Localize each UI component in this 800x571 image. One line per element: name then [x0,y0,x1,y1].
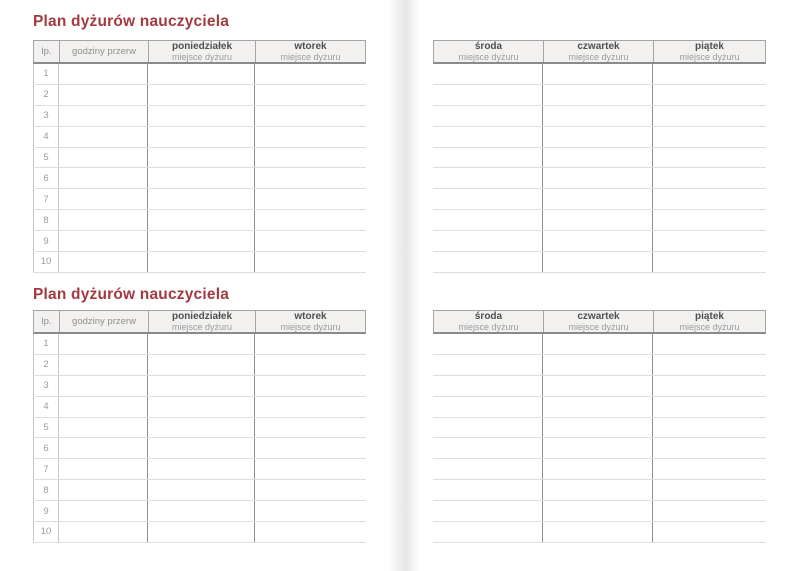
row-number: 2 [33,355,59,375]
break-hours-cell [59,64,148,84]
tuesday-duty-cell [255,106,364,126]
schedule-row [433,231,766,252]
col-header-monday [149,311,256,332]
schedule-row [433,334,766,355]
schedule-row [33,85,366,106]
duty-place-label: miejsce dyżuru [280,52,341,62]
thursday-duty-cell [543,168,653,188]
wednesday-duty-cell [433,168,543,188]
monday-duty-cell [148,334,255,354]
break-hours-cell [59,438,148,458]
schedule-row [433,148,766,169]
table-body [433,334,766,543]
thursday-duty-cell [543,418,653,438]
friday-duty-cell [653,127,764,147]
break-hours-cell [59,459,148,479]
friday-duty-cell [653,168,764,188]
schedule-row [433,168,766,189]
row-number: 6 [33,438,59,458]
col-header-tuesday [256,41,365,62]
break-hours-cell [59,376,148,396]
thursday-duty-cell [543,501,653,521]
wednesday-duty-cell [433,334,543,354]
duty-place-label: miejsce dyżuru [171,322,233,332]
monday-duty-cell [148,376,255,396]
wednesday-duty-cell [433,148,543,168]
tuesday-duty-cell [255,252,364,272]
thursday-duty-cell [543,127,653,147]
thursday-duty-cell [543,64,653,84]
break-hours-cell [59,127,148,147]
tuesday-label: wtorek [294,41,327,52]
tuesday-duty-cell [255,64,364,84]
schedule-row [33,210,366,231]
break-hours-cell [59,480,148,500]
page-fold-shadow [388,0,420,571]
duty-place-label: miejsce dyżuru [458,322,519,332]
friday-label: piątek [695,311,724,322]
tuesday-duty-cell [255,334,364,354]
tuesday-duty-cell [255,210,364,230]
break-hours-cell [59,334,148,354]
schedule-row [433,376,766,397]
friday-duty-cell [653,480,764,500]
schedule-row [433,459,766,480]
row-number: 4 [33,127,59,147]
row-number: 10 [33,522,59,542]
tuesday-duty-cell [255,148,364,168]
wednesday-duty-cell [433,480,543,500]
friday-duty-cell [653,252,764,272]
schedule-row [33,480,366,501]
row-number: 7 [33,459,59,479]
col-header-tuesday [256,311,365,332]
table-header [33,310,366,334]
wednesday-duty-cell [433,189,543,209]
friday-duty-cell [653,106,764,126]
duty-place-label: miejsce dyżuru [679,52,740,62]
break-hours-cell [59,106,148,126]
tuesday-duty-cell [255,438,364,458]
tuesday-duty-cell [255,376,364,396]
monday-duty-cell [148,127,255,147]
schedule-row [433,106,766,127]
schedule-row [33,418,366,439]
col-header-wednesday [434,41,544,62]
duty-place-label: miejsce dyżuru [679,322,740,332]
monday-duty-cell [148,106,255,126]
thursday-label: czwartek [577,311,620,322]
schedule-row [33,376,366,397]
wednesday-duty-cell [433,64,543,84]
row-number: 4 [33,397,59,417]
col-header-thursday [544,41,654,62]
monday-duty-cell [148,355,255,375]
col-header-thursday [544,311,654,332]
row-number: 5 [33,148,59,168]
tuesday-duty-cell [255,355,364,375]
tuesday-duty-cell [255,189,364,209]
wednesday-label: środa [474,311,503,322]
break-hours-cell [59,148,148,168]
thursday-duty-cell [543,210,653,230]
monday-duty-cell [148,189,255,209]
schedule-row [33,127,366,148]
tuesday-label: wtorek [294,311,327,322]
wednesday-duty-cell [433,418,543,438]
schedule-row [33,355,366,376]
col-header-wednesday [434,311,544,332]
thursday-duty-cell [543,480,653,500]
monday-duty-cell [148,522,255,542]
thursday-duty-cell [543,106,653,126]
duty-table-left-top [33,40,366,273]
row-number: 2 [33,85,59,105]
row-number: 10 [33,252,59,272]
thursday-duty-cell [543,252,653,272]
schedule-row [33,334,366,355]
table-header [33,40,366,64]
break-hours-cell [59,501,148,521]
col-header-friday [654,311,765,332]
wednesday-duty-cell [433,438,543,458]
break-hours-cell [59,355,148,375]
thursday-duty-cell [543,189,653,209]
friday-duty-cell [653,376,764,396]
tuesday-duty-cell [255,459,364,479]
wednesday-duty-cell [433,210,543,230]
schedule-row [33,148,366,169]
wednesday-duty-cell [433,252,543,272]
row-number: 1 [33,334,59,354]
thursday-duty-cell [543,376,653,396]
tuesday-duty-cell [255,480,364,500]
thursday-label: czwartek [577,41,620,52]
wednesday-duty-cell [433,376,543,396]
page-title: Plan dyżurów nauczyciela [33,13,230,30]
monday-duty-cell [148,64,255,84]
friday-duty-cell [653,231,764,251]
break-hours-cell [59,85,148,105]
friday-duty-cell [653,64,764,84]
wednesday-duty-cell [433,459,543,479]
thursday-duty-cell [543,231,653,251]
monday-duty-cell [148,438,255,458]
schedule-row [433,252,766,273]
break-hours-cell [59,522,148,542]
break-hours-cell [59,252,148,272]
break-hours-label: godziny przerw [72,316,136,327]
table-body [33,334,366,543]
thursday-duty-cell [543,397,653,417]
schedule-row [33,106,366,127]
thursday-duty-cell [543,522,653,542]
friday-duty-cell [653,148,764,168]
wednesday-duty-cell [433,85,543,105]
lp-label: lp. [41,316,52,327]
break-hours-cell [59,397,148,417]
schedule-row [33,252,366,273]
schedule-row [33,459,366,480]
schedule-row [433,418,766,439]
friday-duty-cell [653,522,764,542]
monday-duty-cell [148,459,255,479]
friday-duty-cell [653,438,764,458]
row-number: 9 [33,231,59,251]
thursday-duty-cell [543,438,653,458]
duty-place-label: miejsce dyżuru [458,52,519,62]
row-number: 6 [33,168,59,188]
schedule-row [33,522,366,543]
monday-duty-cell [148,397,255,417]
friday-duty-cell [653,397,764,417]
tuesday-duty-cell [255,85,364,105]
monday-duty-cell [148,252,255,272]
schedule-row [433,85,766,106]
col-header-monday [149,41,256,62]
wednesday-duty-cell [433,231,543,251]
friday-duty-cell [653,189,764,209]
monday-duty-cell [148,148,255,168]
lp-label: lp. [41,46,52,57]
break-hours-cell [59,231,148,251]
table-header [433,40,766,64]
col-header-friday [654,41,765,62]
friday-duty-cell [653,210,764,230]
monday-duty-cell [148,85,255,105]
schedule-row [33,397,366,418]
row-number: 1 [33,64,59,84]
schedule-row [433,522,766,543]
friday-duty-cell [653,355,764,375]
schedule-row [433,501,766,522]
thursday-duty-cell [543,85,653,105]
schedule-row [33,231,366,252]
friday-duty-cell [653,501,764,521]
tuesday-duty-cell [255,418,364,438]
wednesday-label: środa [474,41,503,52]
wednesday-duty-cell [433,397,543,417]
thursday-duty-cell [543,148,653,168]
tuesday-duty-cell [255,168,364,188]
schedule-row [433,438,766,459]
table-header [433,310,766,334]
schedule-row [33,501,366,522]
break-hours-cell [59,168,148,188]
schedule-row [33,64,366,85]
schedule-row [433,480,766,501]
col-header-lp [34,311,60,332]
friday-duty-cell [653,459,764,479]
wednesday-duty-cell [433,522,543,542]
tuesday-duty-cell [255,397,364,417]
tuesday-duty-cell [255,231,364,251]
schedule-row [433,397,766,418]
monday-label: poniedziałek [171,41,232,52]
wednesday-duty-cell [433,501,543,521]
tuesday-duty-cell [255,127,364,147]
row-number: 8 [33,480,59,500]
col-header-break-hours [60,41,149,62]
schedule-row [33,438,366,459]
schedule-row [33,168,366,189]
schedule-row [433,210,766,231]
duty-place-label: miejsce dyżuru [568,52,629,62]
duty-table-right-bottom [433,310,766,543]
schedule-row [433,355,766,376]
duty-table-left-bottom [33,310,366,543]
schedule-row [33,189,366,210]
tuesday-duty-cell [255,501,364,521]
wednesday-duty-cell [433,355,543,375]
friday-duty-cell [653,418,764,438]
wednesday-duty-cell [433,106,543,126]
col-header-break-hours [60,311,149,332]
schedule-row [433,189,766,210]
schedule-row [433,64,766,85]
monday-duty-cell [148,231,255,251]
friday-duty-cell [653,85,764,105]
monday-duty-cell [148,501,255,521]
break-hours-cell [59,210,148,230]
monday-label: poniedziałek [171,311,232,322]
friday-label: piątek [695,41,724,52]
tuesday-duty-cell [255,522,364,542]
thursday-duty-cell [543,334,653,354]
duty-place-label: miejsce dyżuru [568,322,629,332]
page-title: Plan dyżurów nauczyciela [33,286,230,303]
break-hours-cell [59,189,148,209]
row-number: 7 [33,189,59,209]
row-number: 3 [33,376,59,396]
table-body [433,64,766,273]
monday-duty-cell [148,480,255,500]
schedule-row [433,127,766,148]
row-number: 9 [33,501,59,521]
col-header-lp [34,41,60,62]
row-number: 5 [33,418,59,438]
break-hours-label: godziny przerw [72,46,136,57]
thursday-duty-cell [543,355,653,375]
table-body [33,64,366,273]
monday-duty-cell [148,210,255,230]
wednesday-duty-cell [433,127,543,147]
duty-place-label: miejsce dyżuru [280,322,341,332]
monday-duty-cell [148,418,255,438]
friday-duty-cell [653,334,764,354]
row-number: 8 [33,210,59,230]
duty-place-label: miejsce dyżuru [171,52,233,62]
break-hours-cell [59,418,148,438]
monday-duty-cell [148,168,255,188]
thursday-duty-cell [543,459,653,479]
row-number: 3 [33,106,59,126]
duty-table-right-top [433,40,766,273]
